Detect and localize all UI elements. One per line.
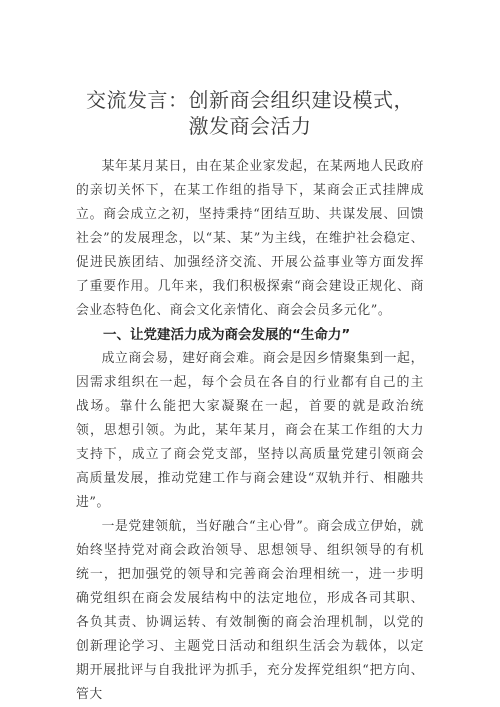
- paragraph-intro: 某年某月某日，由在某企业家发起，在某两地人民政府的亲切关怀下，在某工作组的指导下，某商会正式挂牌成立。商会成立之初，坚持秉持“团结互助、共谋发展、回馈社会”的发展理念，以“某、某”为主线，在维护社会稳定、促进民族团结、加强经济交流、开展公益事业等方面发挥了重要作用。几年来，我们积极探索“商会建设正规化、商会业态特色化、商会文化亲情化、商会会员多元化”。: [76, 159, 424, 318]
- section-heading-1: 一、让党建活力成为商会发展的“生命力”: [103, 327, 351, 343]
- paragraph-section1-intro: 成立商会易，建好商会难。商会是因乡情聚集到一起，因需求组织在一起，每个会员在各自的行业都有自己的主战场。靠什么能把大家凝聚在一起，首要的就是政治统领，思想引领。为此，某年某月，商会在某工作组的大力支持下，成立了商会党支部，坚持以高质量党建引领商会高质量发展，推动党建工作与商会建设“双轨并行、相融共进”。: [76, 351, 424, 510]
- paragraph-section1-point1: 一是党建领航，当好融合“主心骨”。商会成立伊始，就始终坚持党对商会政治领导、思想领导、组织领导的有机统一，把加强党的领导和完善商会治理相统一，进一步明确党组织在商会发展结构中的法定地位，形成各司其职、各负其责、协调运转、有效制衡的商会治理机制，以党的创新理论学习、主题党日活动和组织生活会为载体，以定期开展批评与自我批评为抓手，充分发挥党组织“把方向、管大: [76, 519, 425, 702]
- document-title-line2: 激发商会活力: [188, 114, 312, 138]
- document-body: [76, 155, 424, 707]
- document-title-line1: 交流发言：创新商会组织建设模式，: [86, 88, 414, 112]
